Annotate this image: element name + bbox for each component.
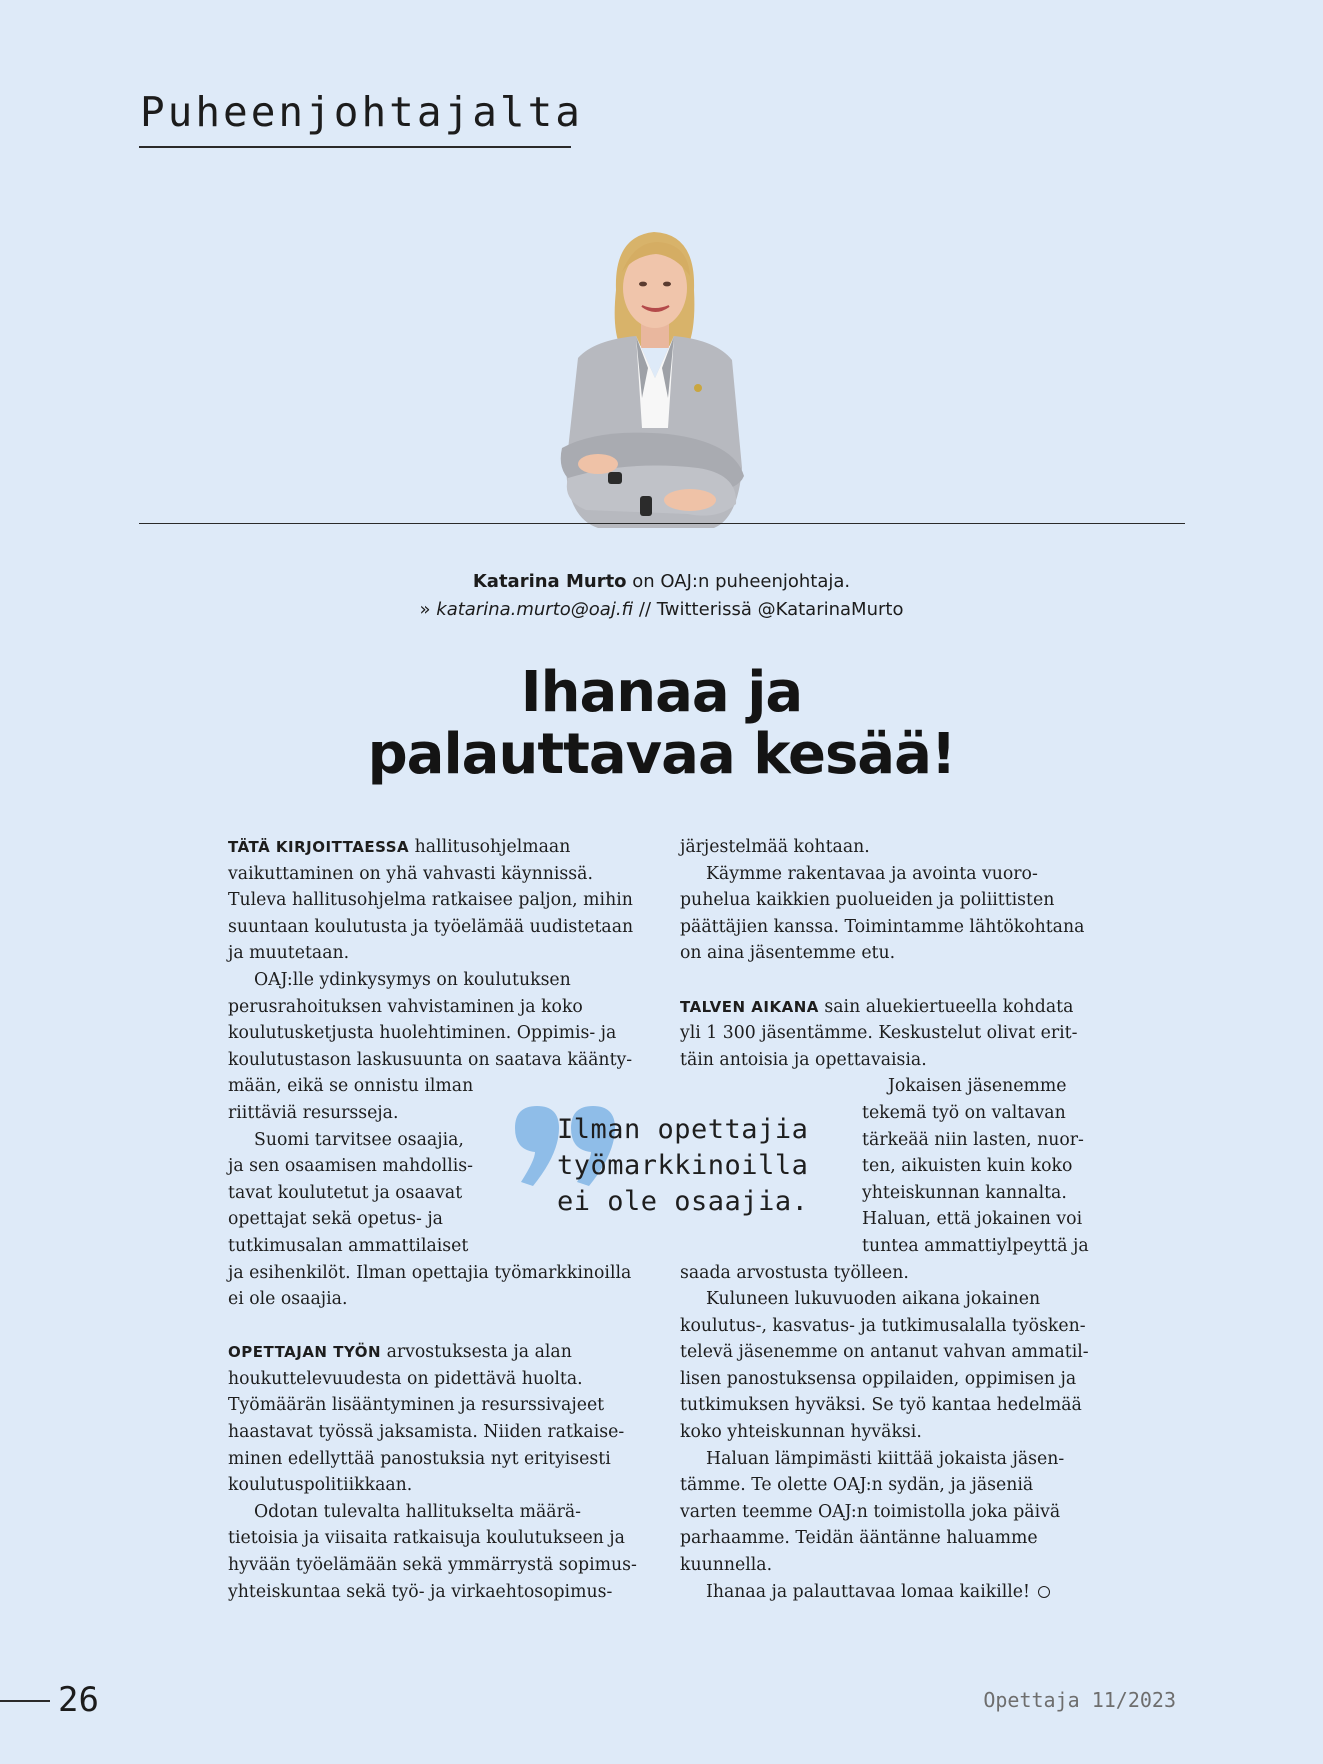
article-text: tämme. Te olette OAJ:n sydän, ja jäseniä [680,1475,1034,1496]
article-line [680,1525,1120,1552]
article-line [228,1499,658,1526]
lead-in-caps: TÄTÄ KIRJOITTAESSA [228,838,410,856]
article-text: parhaamme. Teidän ääntänne haluamme [680,1528,1038,1549]
publication-issue: Opettaja 11/2023 [983,1688,1176,1712]
article-line [680,1339,1120,1366]
article-text: päättäjien kanssa. Toimintamme lähtökohtana [680,916,1085,937]
article-line [680,861,1120,888]
article-line [680,1366,1120,1393]
article-text: on aina jäsentemme etu. [680,943,896,964]
article-text: opettajat sekä opetus- ja [228,1209,443,1230]
article-line [862,1073,1120,1100]
article-text: järjestelmää kohtaan. [680,837,870,857]
article-text: riittäviä resursseja. [228,1102,399,1123]
article-text: tuntea ammattiylpeyttä ja [862,1235,1089,1256]
article-text: hyvään työelämään sekä ymmärrystä sopimus- [228,1555,637,1576]
article-line [862,1206,1120,1233]
article-line [228,861,658,888]
article-line [680,1472,1120,1499]
lead-in-caps: TALVEN AIKANA [680,997,819,1016]
article-line [228,1419,658,1446]
section-underline [139,146,571,148]
divider-line [139,523,1185,524]
article-text: Haluan, että jokainen voi [862,1209,1083,1230]
author-name: Katarina Murto [472,571,627,592]
article-line [228,994,658,1021]
article-line [228,1260,658,1287]
article-text: ei ole osaajia. [228,1289,348,1310]
article-text: Haluan lämpimästi kiittää jokaista jäsen- [706,1448,1065,1469]
article-line [680,1499,1120,1526]
article-text: houkuttelevuudesta on pidettävä huolta. [228,1368,583,1389]
article-line [680,1446,1120,1473]
article-text: vaikuttaminen on yhä vahvasti käynnissä. [228,863,593,884]
article-line [862,1153,1120,1180]
article-line [680,887,1120,914]
article-text: OAJ:lle ydinkysymys on koulutuksen [254,969,571,990]
article-text: Jokaisen jäsenemme [888,1076,1067,1097]
article-line [862,1100,1120,1127]
article-text: sain aluekiertueella kohdata [818,996,1074,1017]
article-line [228,1525,658,1552]
article-line [680,1392,1120,1419]
article-line [680,1419,1120,1446]
article-line [228,1233,658,1260]
author-role: on OAJ:n puheenjohtaja. [626,571,851,592]
article-line [228,1286,658,1313]
article-line [228,940,658,967]
article-text: yli 1 300 jäsentämme. Keskustelut olivat erit- [680,1023,1078,1044]
article-text: perusrahoituksen vahvistaminen ja koko [228,996,583,1017]
headline-line-2: palauttavaa kesää! [367,722,956,787]
article-text: arvostuksesta ja alan [381,1342,572,1363]
article-line [680,1047,1120,1074]
article-line [862,1127,1120,1154]
article-line [228,1366,658,1393]
article-text: Odotan tulevalta hallitukselta määrä- [254,1501,581,1522]
article-text: Työmäärän lisääntyminen ja resurssivajeet [228,1395,605,1416]
headline-line-1: Ihanaa ja [520,660,803,725]
paragraph-gap [228,1313,658,1340]
article-line [680,1552,1120,1579]
article-line [680,1579,1120,1606]
article-text: ja sen osaamisen mahdollis- [228,1156,473,1177]
article-text: lisen panostuksensa oppilaiden, oppimisen ja [680,1368,1077,1389]
article-line [680,940,1120,967]
article-line [228,1392,658,1419]
article-text: haastavat työssä jaksamista. Niiden ratkaise- [228,1422,625,1443]
byline-line-1 [0,568,1323,596]
author-byline [0,568,1323,624]
article-line [228,834,658,861]
article-line [228,914,658,941]
article-line [228,1446,658,1473]
article-text: tietoisia ja viisaita ratkaisuja koulutukseen ja [228,1528,625,1549]
article-text: Ihanaa ja palauttavaa lomaa kaikille! [706,1581,1030,1602]
article-text: yhteiskunnan kannalta. [862,1182,1067,1203]
end-mark-icon [1038,1586,1050,1598]
article-line [228,1047,658,1074]
arrow-glyph: » [419,599,437,620]
article-text: tutkimuksen hyväksi. Se työ kantaa hedelmää [680,1395,1082,1416]
article-text: koulutusketjusta huolehtiminen. Oppimis- ja [228,1023,617,1044]
article-line [228,1579,658,1606]
lead-in-caps: OPETTAJAN TYÖN [228,1343,382,1362]
article-line [862,1180,1120,1207]
article-text: minen edellyttää panostuksia nyt erityisesti [228,1448,611,1469]
article-text: varten teemme OAJ:n toimistolla joka päivä [680,1501,1061,1522]
article-line [680,994,1120,1021]
article-line [228,1339,658,1366]
byline-line-2 [0,596,1323,624]
article-text: tutkimusalan ammattilaiset [228,1235,469,1256]
article-text: kuunnella. [680,1555,773,1576]
article-text: ten, aikuisten kuin koko [862,1156,1073,1177]
author-email[interactable]: katarina.murto@oaj.fi [436,599,634,620]
article-text: mään, eikä se onnistu ilman [228,1076,474,1097]
article-line [680,1260,1120,1287]
article-text: koko yhteiskunnan hyväksi. [680,1422,922,1443]
article-text: tärkeää niin lasten, nuor- [862,1129,1084,1150]
article-line [228,967,658,994]
byline-separator: // [633,599,657,620]
article-text: Käymme rakentavaa ja avointa vuoro- [706,863,1038,884]
article-line [228,1472,658,1499]
article-text: saada arvostusta työlleen. [680,1262,909,1283]
article-line [862,1233,1120,1260]
article-text: televä jäsenemme on antanut vahvan ammatil- [680,1342,1089,1363]
article-line [680,914,1120,941]
article-text: suuntaan koulutusta ja työelämää uudistetaan [228,916,634,937]
article-text: Suomi tarvitsee osaajia, [254,1129,464,1150]
article-line [680,1286,1120,1313]
article-text: tekemä työ on valtavan [862,1102,1066,1123]
page-number: 26 [58,1680,99,1720]
article-text: koulutustason laskusuunta on saatava käänty- [228,1049,633,1070]
article-line [228,1020,658,1047]
page-number-rule [0,1700,50,1702]
article-text: yhteiskuntaa sekä työ- ja virkaehtosopimus- [228,1581,613,1602]
article-line [680,1313,1120,1340]
article-line [228,1073,658,1100]
article-line [228,1552,658,1579]
article-text: hallitusohjelmaan [409,837,571,857]
article-headline [0,662,1323,786]
section-title: Puheenjohtajalta [140,88,583,136]
article-text: koulutuspolitiikkaan. [228,1475,413,1496]
author-twitter[interactable]: Twitterissä @KatarinaMurto [656,599,904,620]
article-line [228,887,658,914]
article-text: täin antoisia ja opettavaisia. [680,1049,927,1070]
article-line [680,1020,1120,1047]
article-text: tavat koulutetut ja osaavat [228,1182,463,1203]
article-text: Kuluneen lukuvuoden aikana jokainen [706,1289,1041,1310]
article-text: puhelua kaikkien puolueiden ja poliittisten [680,890,1055,911]
portrait-photo [538,228,768,558]
article-text: ja esihenkilöt. Ilman opettajia työmarkkinoilla [228,1262,632,1283]
article-text: ja muutetaan. [228,943,350,964]
paragraph-gap [680,967,1120,994]
article-text: Tuleva hallitusohjelma ratkaisee paljon, mihin [228,890,633,911]
article-text: koulutus-, kasvatus- ja tutkimusalalla työsken- [680,1315,1086,1336]
article-line [680,834,1120,861]
pull-quote-text: Ilman opettajia työmarkkinoilla ei ole osaajia. [557,1114,809,1217]
